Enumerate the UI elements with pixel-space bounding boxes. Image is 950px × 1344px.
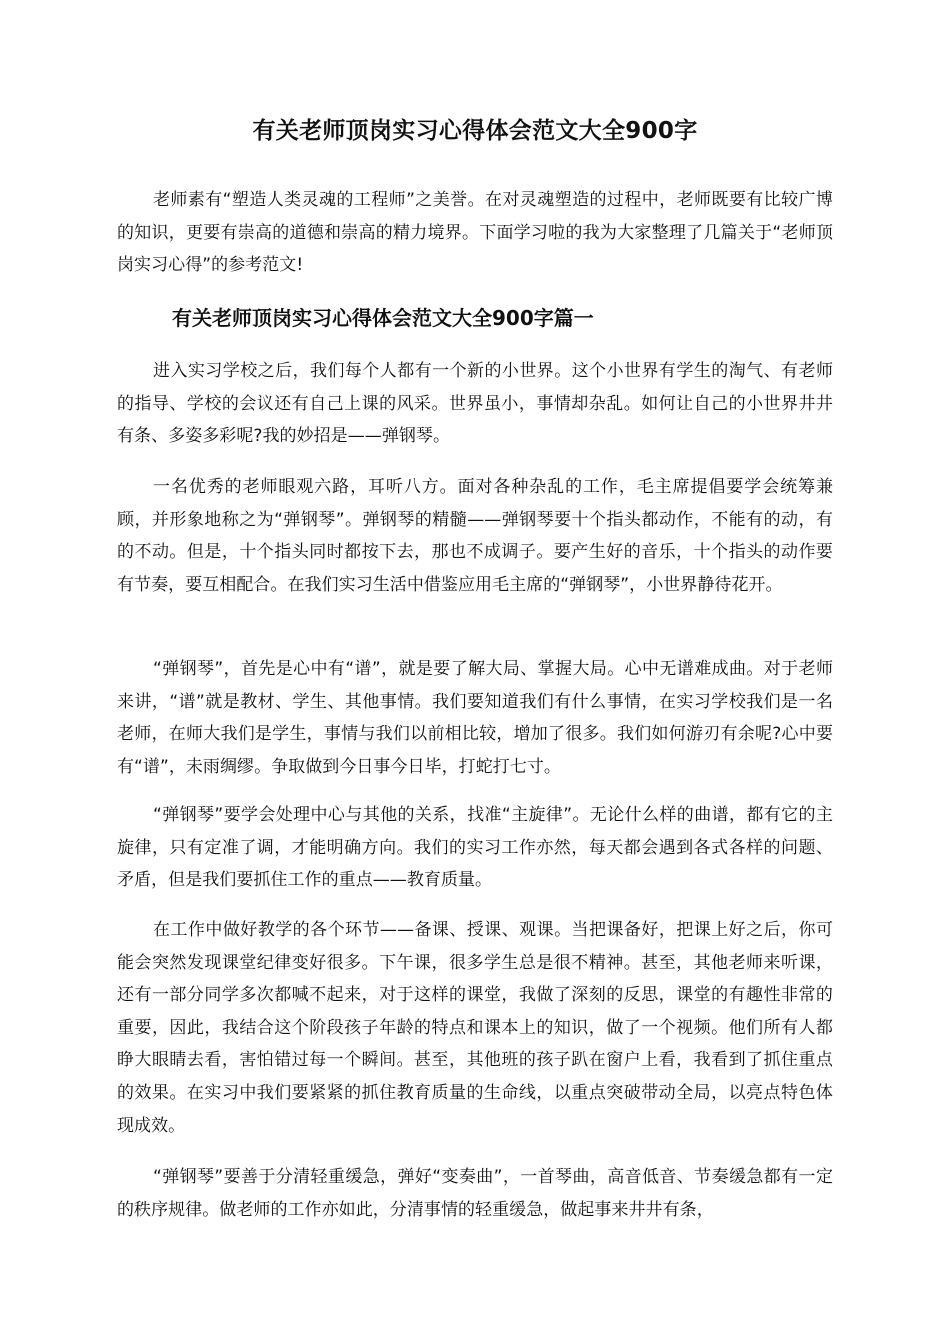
- body-paragraph-4: “弹钢琴”要学会处理中心与其他的关系，找准“主旋律”。无论什么样的曲谱，都有它的主旋律，只有定准了调，才能明确方向。我们的实习工作亦然，每天都会遇到各式各样的问题、矛盾，但是我们要抓住工作的重点——教育质量。: [117, 805, 833, 891]
- body-paragraph-5: 在工作中做好教学的各个环节——备课、授课、观课。当把课备好，把课上好之后，你可能会突然发现课堂纪律变好很多。下午课，很多学生总是很不精神。甚至，其他老师来听课，还有一部分同学多次都喊不起来，对于这样的课堂，我做了深刻的反思，课堂的有趣性非常的重要，因此，我结合这个阶段孩子年龄的特点和课本上的知识，做了一个视频。他们所有人都睁大眼睛去看，害怕错过每一个瞬间。甚至，其他班的孩子趴在窗户上看，我看到了抓住重点的效果。在实习中我们要紧紧的抓住教育质量的生命线，以重点突破带动全局，以亮点特色体现成效。: [117, 920, 833, 1136]
- section-title: 有关老师顶岗实习心得体会范文大全900字篇一: [172, 306, 594, 330]
- body-paragraph-2: 一名优秀的老师眼观六路，耳听八方。面对各种杂乱的工作，毛主席提倡要学会统筹兼顾，并形象地称之为“弹钢琴”。弹钢琴的精髓——弹钢琴要十个指头都动作，不能有的动，有的不动。但是，十个指头同时都按下去，那也不成调子。要产生好的音乐，十个指头的动作要有节奏，要互相配合。在我们实习生活中借鉴应用毛主席的“弹钢琴”，小世界静待花开。: [117, 477, 833, 595]
- intro-paragraph: 老师素有“塑造人类灵魂的工程师”之美誉。在对灵魂塑造的过程中，老师既要有比较广博的知识，更要有崇高的道德和崇高的精力境界。下面学习啦的我为大家整理了几篇关于“老师顶岗实习心得”的参考范文!: [117, 190, 833, 276]
- body-paragraph-6: “弹钢琴”要善于分清轻重缓急，弹好“变奏曲”，一首琴曲，高音低音、节奏缓急都有一定的秩序规律。做老师的工作亦如此，分清事情的轻重缓急，做起事来井井有条，: [117, 1167, 833, 1220]
- document-title: 有关老师顶岗实习心得体会范文大全900字: [252, 118, 698, 144]
- body-paragraph-1: 进入实习学校之后，我们每个人都有一个新的小世界。这个小世界有学生的淘气、有老师的指导、学校的会议还有自己上课的风采。世界虽小，事情却杂乱。如何让自己的小世界井井有条、多姿多彩呢?我的妙招是——弹钢琴。: [117, 361, 833, 447]
- body-paragraph-3: “弹钢琴”，首先是心中有“谱”，就是要了解大局、掌握大局。心中无谱难成曲。对于老师来讲，“谱”就是教材、学生、其他事情。我们要知道我们有什么事情，在实习学校我们是一名老师，在师大我们是学生，事情与我们以前相比较，增加了很多。我们如何游刃有余呢?心中要有“谱”，未雨绸缪。争取做到今日事今日毕，打蛇打七寸。: [117, 659, 833, 777]
